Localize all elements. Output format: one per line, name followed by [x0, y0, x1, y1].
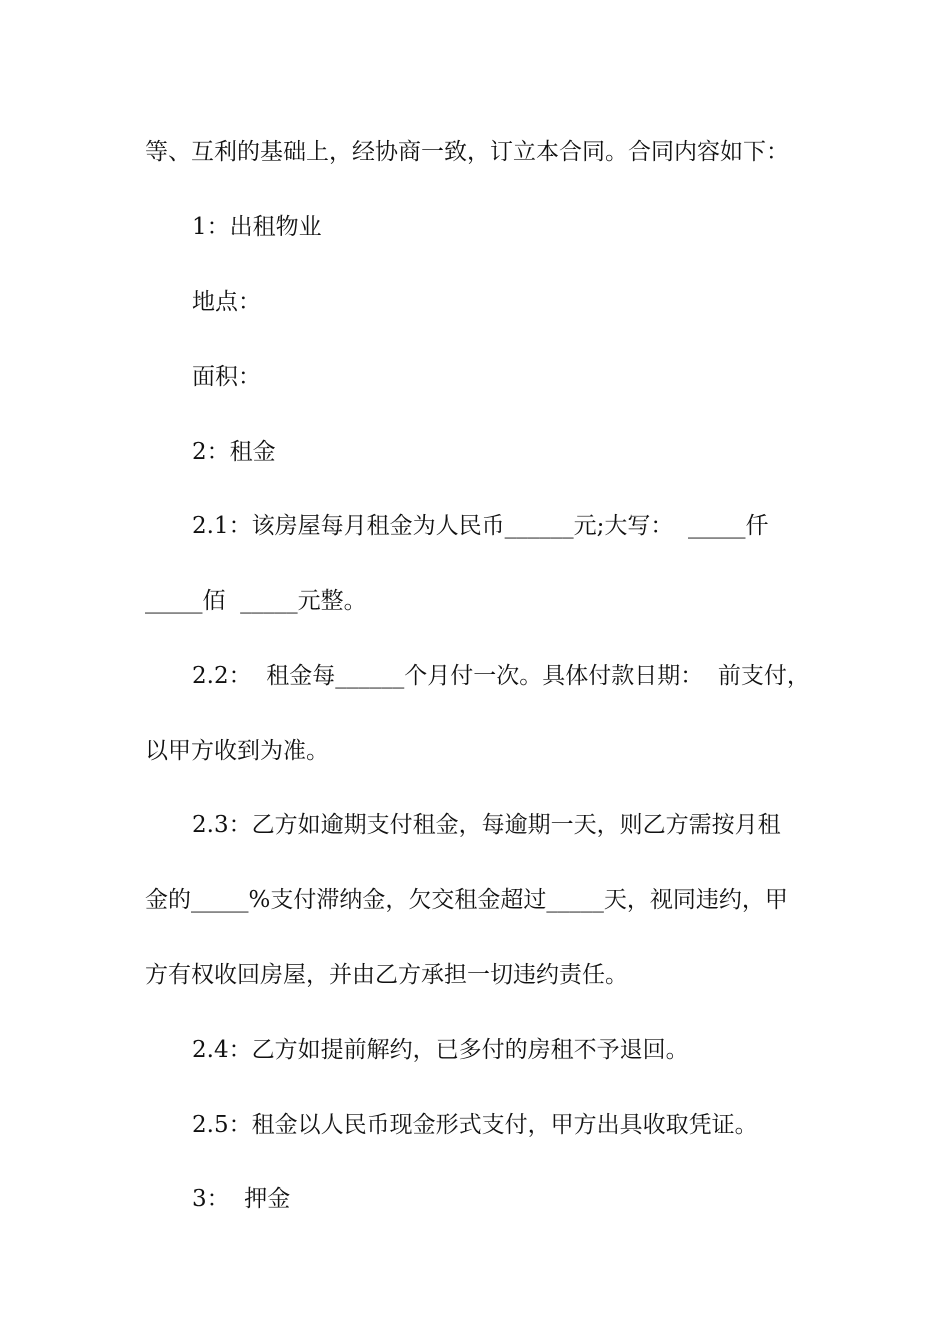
- field-location: 地点：: [192, 289, 261, 315]
- clause-2-4: 2.4：乙方如提前解约，已多付的房租不予退回。: [192, 1037, 689, 1063]
- heading-deposit: 3： 押金: [192, 1186, 291, 1212]
- clause-2-2: 2.2： 租金每______个月付一次。具体付款日期： 前支付，: [192, 663, 810, 689]
- clause-2-2-continued: 以甲方收到为准。: [145, 738, 329, 764]
- clause-2-3-continued-1: 金的_____%支付滞纳金，欠交租金超过_____天，视同违约，甲: [145, 887, 788, 913]
- field-area: 面积：: [192, 364, 261, 390]
- clause-2-3-continued-2: 方有权收回房屋，并由乙方承担一切违约责任。: [145, 962, 628, 988]
- clause-2-1-continued: _____佰 _____元整。: [145, 588, 367, 614]
- heading-rent: 2：租金: [192, 439, 276, 465]
- heading-rental-property: 1：出租物业: [192, 214, 322, 240]
- clause-2-5: 2.5：租金以人民币现金形式支付，甲方出具收取凭证。: [192, 1112, 758, 1138]
- text-line-intro: 等、互利的基础上，经协商一致，订立本合同。合同内容如下：: [145, 139, 789, 165]
- clause-2-3: 2.3：乙方如逾期支付租金，每逾期一天，则乙方需按月租: [192, 812, 781, 838]
- clause-2-1: 2.1：该房屋每月租金为人民币______元;大写： _____仟: [192, 513, 769, 539]
